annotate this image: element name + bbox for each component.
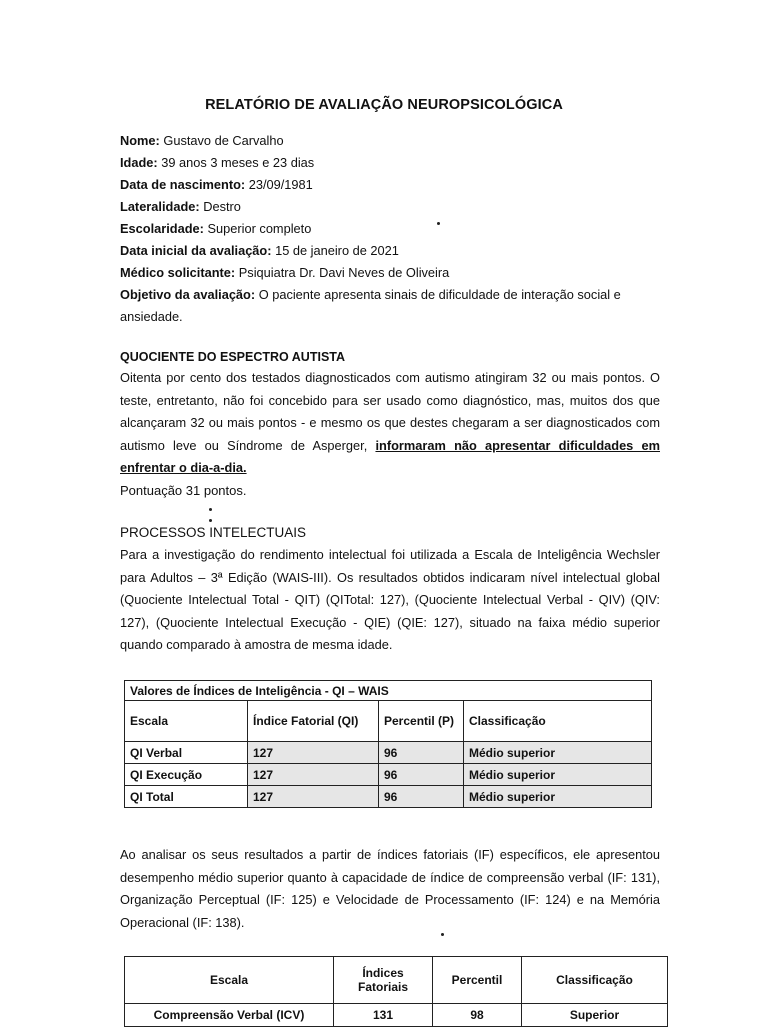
report-title: RELATÓRIO DE AVALIAÇÃO NEUROPSICOLÓGICA — [205, 97, 563, 113]
field-name: Nome: Gustavo de Carvalho — [120, 133, 284, 148]
patient-info — [120, 130, 660, 328]
table-header: Índices Fatoriais — [334, 957, 433, 1004]
field-laterality: Lateralidade: Destro — [120, 199, 241, 214]
scan-speck — [209, 508, 212, 511]
scan-speck — [209, 519, 212, 522]
intellectual-section — [120, 522, 660, 657]
field-start-date: Data inicial da avaliação: 15 de janeiro de 2021 — [120, 243, 399, 258]
autism-paragraph: Oitenta por cento dos testados diagnosticados com autismo atingiram 32 ou mais pontos. O teste, entretanto, não foi concebido para ser usado como diagnóstico, mas, muitos dos que alcançaram 32 ou mais pontos - e mesmo os que destes chegaram a ser diagnosticados com autismo leve ou Síndrome de Asperger, informaram não apresentar dificuldades em enfrentar o dia-a-dia. — [120, 370, 660, 475]
table-row: QI Verbal 127 96 Médio superior — [125, 742, 652, 764]
table-header: Escala — [125, 957, 334, 1004]
field-objective: Objetivo da avaliação: O paciente apresenta sinais de dificuldade de interação social e ansiedade. — [120, 287, 621, 324]
factorial-table — [124, 956, 668, 1027]
iq-table — [124, 680, 652, 808]
table-header: Percentil (P) — [379, 701, 464, 742]
table-row: Compreensão Verbal (ICV) 131 98 Superior — [125, 1004, 668, 1027]
field-age: Idade: 39 anos 3 meses e 23 dias — [120, 155, 315, 170]
table-header: Escala — [125, 701, 248, 742]
table-header: Classificação — [464, 701, 652, 742]
field-education: Escolaridade: Superior completo — [120, 221, 312, 236]
table-header: Percentil — [433, 957, 522, 1004]
field-birthdate: Data de nascimento: 23/09/1981 — [120, 177, 313, 192]
section-heading: QUOCIENTE DO ESPECTRO AUTISTA — [120, 350, 346, 364]
autism-score: Pontuação 31 pontos. — [120, 482, 247, 498]
table-row: QI Execução 127 96 Médio superior — [125, 764, 652, 786]
table-header: Índice Fatorial (QI) — [248, 701, 379, 742]
autism-section — [120, 347, 660, 502]
scan-speck — [441, 933, 444, 936]
section-heading: PROCESSOS INTELECTUAIS — [120, 525, 307, 540]
intellectual-paragraph: Para a investigação do rendimento intelectual foi utilizada a Escala de Inteligência Wechsler para Adultos – 3ª Edição (WAIS-III). Os resultados obtidos indicaram nível intelectual global (Quociente Intelectual Total - QIT) (QITotal: 127), (Quociente Intelectual Verbal - QIV) (QIV: 127), (Quociente Intelectual Execução - QIE) (QIE: 127), situado na faixa médio superior quando comparado à amostra de mesma idade. — [120, 547, 660, 652]
field-physician: Médico solicitante: Psiquiatra Dr. Davi Neves de Oliveira — [120, 265, 450, 280]
factorial-section — [120, 844, 660, 934]
table-caption: Valores de Índices de Inteligência - QI – WAIS — [125, 681, 652, 701]
table-header: Classificação — [522, 957, 668, 1004]
factorial-paragraph: Ao analisar os seus resultados a partir de índices fatoriais (IF) específicos, ele apresentou desempenho médio superior quanto à capacidade de índice de compreensão verbal (IF: 131), Organização Perceptual (IF: 125) e Velocidade de Processamento (IF: 124) e na Memória Operacional (IF: 138). — [120, 847, 660, 930]
table-row: QI Total 127 96 Médio superior — [125, 786, 652, 808]
scan-speck — [437, 222, 440, 225]
